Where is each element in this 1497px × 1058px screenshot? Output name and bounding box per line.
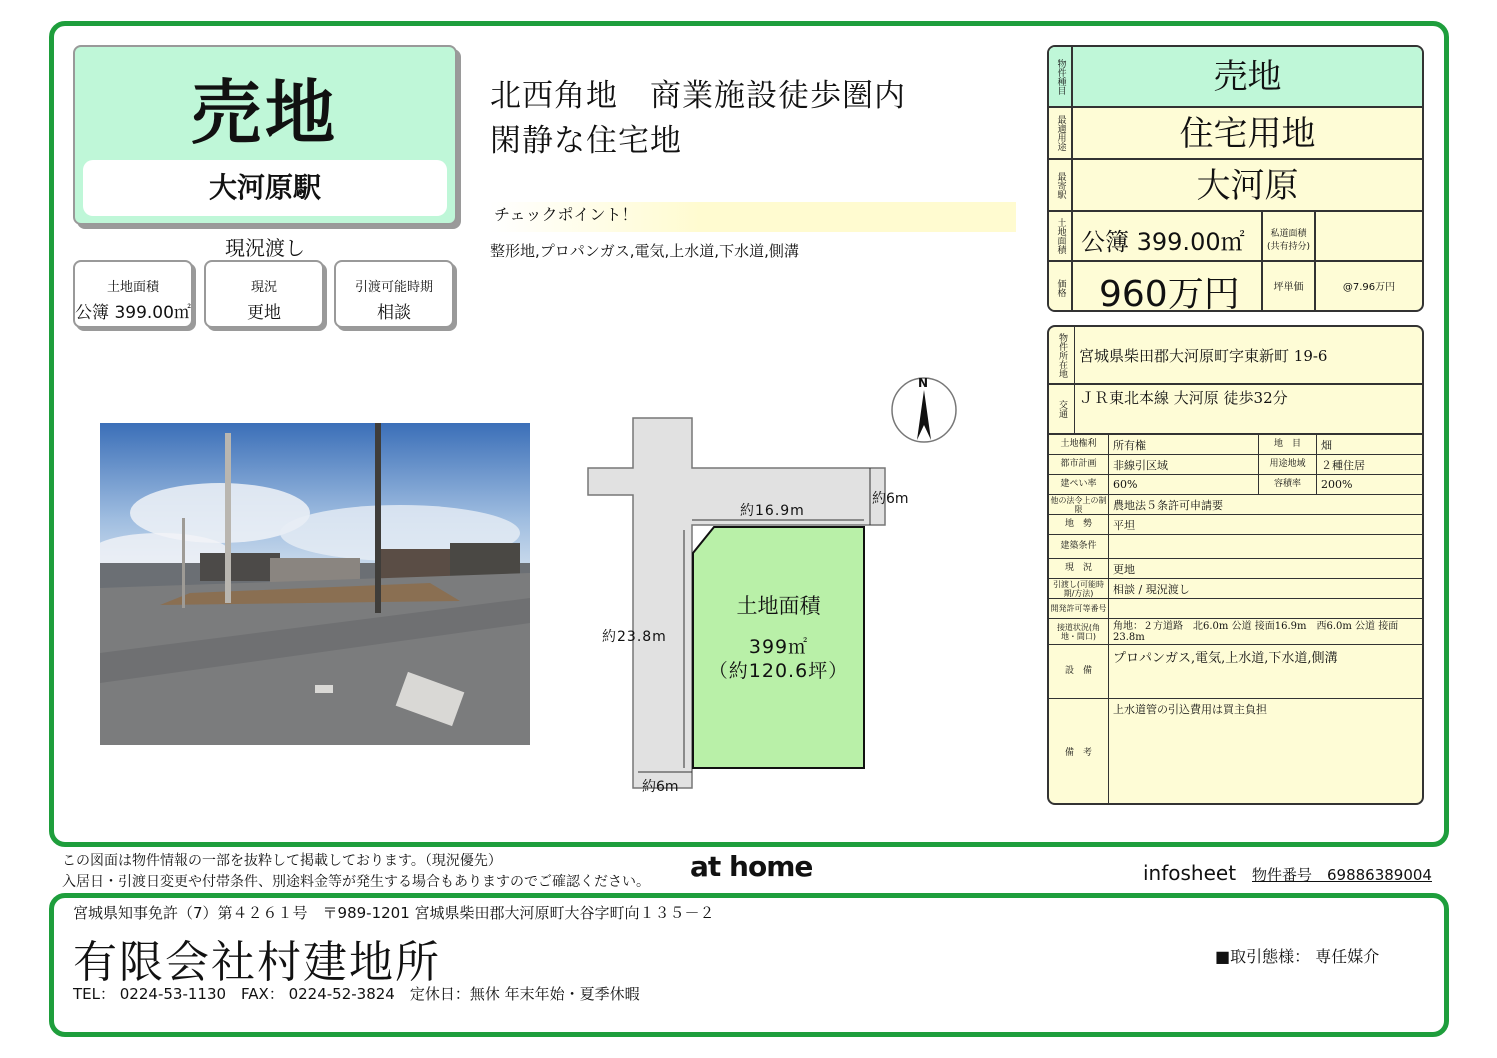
sale-title-box [73,45,457,225]
mini-value: 公簿 399.00㎡ [75,303,191,323]
summary-table [1047,45,1424,312]
location-row [1049,327,1422,385]
summary-value: 売地 [1213,57,1282,97]
station-label: 大河原駅 [83,160,447,216]
company-name: 有限会社村建地所 [73,937,441,988]
detail-value: 上水道管の引込費用は買主負担 [1113,703,1267,716]
detail-value [1109,599,1422,618]
detail-value: プロパンガス,電気,上水道,下水道,側溝 [1113,651,1338,666]
mini-box-area [73,260,193,328]
detail-value [1109,535,1422,558]
private-road-sub: (共有持分) [1266,242,1311,252]
summary-row [1049,160,1422,212]
detail-value: 60% [1109,475,1259,494]
mini-value: 相談 [377,303,411,323]
detail-key: 用途地域 [1259,455,1317,474]
top-road-width: 約6m [872,491,909,507]
transaction-type: ■取引態様： 専任媒介 [1215,947,1380,966]
detail-key: 地 勢 [1049,515,1109,534]
unit-price-label: 坪単価 [1261,262,1316,312]
detail-value: 農地法５条許可申請要 [1113,498,1223,512]
summary-price-row [1049,262,1422,312]
frontage-width: 約16.9m [740,503,805,519]
headline-line1: 北西角地 商業施設徒歩圏内 [490,78,906,114]
detail-key: 他の法令上の制限 [1049,495,1109,514]
mini-box-handover [334,260,454,328]
detail-key: 現 況 [1049,559,1109,578]
lot-area-label: 土地面積 [736,594,821,618]
side-length: 約23.8m [602,629,667,645]
dev-row [1049,599,1422,619]
detail-key: 設 備 [1049,645,1109,698]
detail-value: 相談 / 現況渡し [1113,582,1190,596]
traffic-value: ＪＲ東北本線 大河原 徒歩32分 [1079,388,1288,407]
summary-value: 大河原 [1196,166,1299,206]
summary-side: 土地面積 [1049,212,1073,260]
handover-row [1049,579,1422,599]
mini-label: 土地面積 [106,280,159,295]
location-value: 宮城県柴田郡大河原町字東新町 19-6 [1079,346,1328,365]
build-row [1049,535,1422,559]
mini-label: 現況 [250,280,277,295]
summary-side: 価格 [1049,262,1073,312]
note-line1: この図面は物件情報の一部を抜粋して掲載しております。（現況優先） [62,853,502,869]
note-line2: 入居日・引渡日変更や付帯条件、別途料金等が発生する場合もありますのでご確認ください。 [62,874,650,890]
detail-value: 角地：２方道路 北6.0m 公道 接面16.9m 西6.0m 公道 接面23.8m [1113,621,1399,643]
license-info: 宮城県知事免許（7）第４２６１号 〒989-1201 宮城県柴田郡大河原町大谷字町向１３５－２ [73,904,715,922]
detail-key: 開発許可等番号 [1049,599,1109,618]
facility-row [1049,645,1422,699]
summary-side: 物件種目 [1049,47,1073,106]
summary-side: 最寄駅 [1049,160,1073,210]
area-value: 公簿 399.00㎡ [1081,228,1245,256]
detail-key: 都市計画 [1049,455,1109,474]
detail-value: 200% [1321,478,1353,491]
contact-info: TEL： 0224-53-1130 FAX： 0224-52-3824 定休日：無休 年末年始・夏季休暇 [73,985,640,1003]
status-row [1049,559,1422,579]
road-row [1049,619,1422,645]
detail-row [1049,475,1422,495]
detail-value: 平坦 [1113,518,1135,532]
handover-label: 現況渡し [225,236,305,260]
details-table [1047,325,1424,805]
sale-title: 売地 [191,72,339,154]
detail-key: 土地権利 [1049,435,1109,454]
detail-key: 引渡し(可能時期/方法) [1049,579,1109,598]
detail-key: 接道状況(角地・間口) [1049,619,1109,644]
terrain-row [1049,515,1422,535]
detail-row [1049,435,1422,455]
location-key: 物件所在地 [1049,327,1075,383]
property-number: 物件番号 69886389004 [1252,866,1432,884]
mini-value: 更地 [247,303,281,323]
infosheet-label: infosheet [1143,861,1237,885]
traffic-row [1049,385,1422,435]
detail-value: 所有権 [1109,435,1259,454]
summary-value: 住宅用地 [1179,114,1316,154]
unit-price-value: @7.96万円 [1342,282,1396,293]
bottom-road-width: 約6m [642,779,679,795]
checkpoint-body: 整形地,プロパンガス,電気,上水道,下水道,側溝 [490,242,799,260]
price-value: 960万円 [1099,274,1240,312]
north-label: N [918,376,929,390]
detail-key: 建築条件 [1049,535,1109,558]
site-photo [100,423,530,745]
headline-line2: 閑静な住宅地 [490,123,682,159]
lot-area-m2: 399㎡ [748,636,809,658]
detail-key: 容積率 [1259,475,1317,494]
detail-value: 非線引区域 [1109,455,1259,474]
private-road-label [1261,212,1316,260]
private-road-text: 私道面積 [1270,229,1307,239]
detail-row [1049,455,1422,475]
detail-key: 備 考 [1049,699,1109,805]
summary-row [1049,47,1422,108]
summary-side: 最適用途 [1049,108,1073,158]
detail-value: ２種住居 [1321,458,1365,472]
summary-row [1049,108,1422,160]
mini-box-status [204,260,324,328]
traffic-key: 交通 [1049,385,1075,433]
other-law-row [1049,495,1422,515]
checkpoint-heading: チェックポイント！ [490,202,1016,232]
detail-key: 建ぺい率 [1049,475,1109,494]
detail-value: 更地 [1113,562,1135,576]
detail-key: 地 目 [1259,435,1317,454]
remarks-row [1049,699,1422,805]
detail-value: 畑 [1321,438,1332,452]
mini-label: 引渡可能時期 [354,280,433,295]
headline [490,74,906,164]
summary-area-row [1049,212,1422,262]
plot-map [580,370,970,800]
athome-logo: at home [690,850,813,883]
lot-area-tsubo: （約120.6坪） [708,660,849,682]
